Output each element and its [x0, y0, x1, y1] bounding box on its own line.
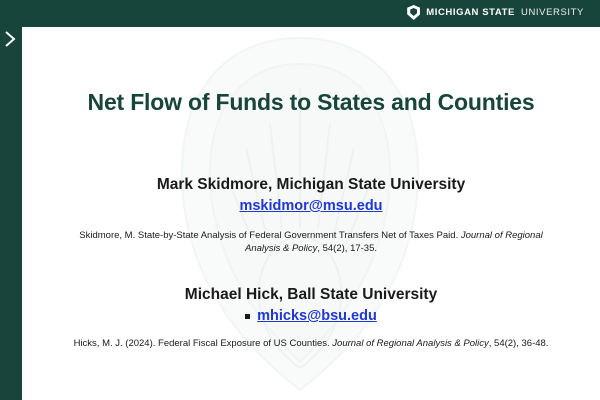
author-email-link[interactable]: mskidmor@msu.edu [239, 198, 383, 214]
author-name: Michael Hick, Ball State University [184, 286, 438, 303]
author-block-secondary [22, 285, 600, 326]
banner-university-light: UNIVERSITY [520, 7, 584, 18]
citation-secondary [72, 337, 550, 350]
citation-journal: Journal of Regional Analysis & Policy [332, 338, 489, 349]
bullet-square-icon [245, 314, 250, 319]
slide-content [22, 27, 600, 400]
citation-primary [72, 229, 550, 255]
citation-text-before: Skidmore, M. State-by-State Analysis of Federal Government Transfers Net of Taxes Paid. [79, 230, 461, 241]
author-email-line [22, 307, 600, 326]
page-title: Net Flow of Funds to States and Counties [87, 89, 535, 115]
top-banner [0, 0, 600, 27]
author-email-line [22, 197, 600, 216]
citation-text-after: , 54(2), 17-35. [317, 243, 377, 254]
banner-university-strong: MICHIGAN STATE [426, 7, 515, 18]
chevron-right-icon [4, 30, 17, 48]
citation-text-after: , 54(2), 36-48. [488, 338, 549, 349]
spartan-shield-icon [407, 5, 420, 20]
author-name: Mark Skidmore, Michigan State University [156, 176, 466, 193]
msu-logo [407, 5, 584, 20]
citation-journal: Journal of Regional Analysis & Policy [244, 230, 543, 254]
author-block-primary [22, 175, 600, 216]
author-email-link[interactable]: mhicks@bsu.edu [257, 308, 377, 324]
bottom-left-accent-block [0, 302, 22, 400]
citation-text-before: Hicks, M. J. (2024). Federal Fiscal Exposure of US Counties. [73, 338, 333, 349]
